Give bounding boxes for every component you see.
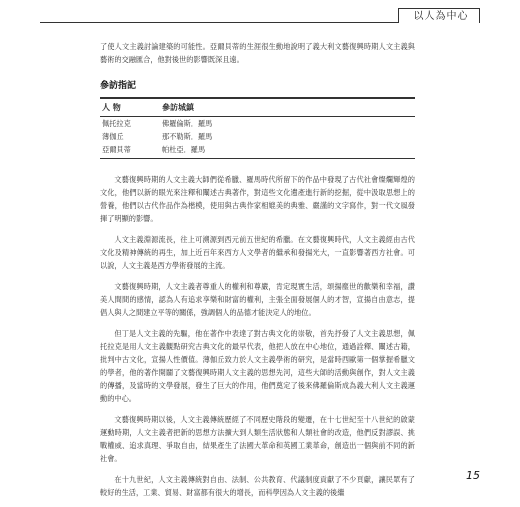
body-paragraph: 文藝復興時期的人文主義大師們從希臘、羅馬時代所留下的作品中發現了古代社會燦爛輝煌的文化，他們以新的眼光來注釋和闡述古典著作，對這些文化遺產進行新的挖掘，從中汲取思想上的營養，他們以古代作品作為楷模，使用與古典作家相媲美的典雅、嚴謹的文字寫作，對一代文風發揮了明顯的影響。 — [100, 175, 415, 223]
reference-table-header — [100, 98, 415, 117]
running-header — [0, 0, 520, 26]
table-row — [100, 117, 415, 131]
body-paragraph: 在十九世紀，人文主義傳統對自由、法制、公共教育、代議制度貢獻了不少頁獻，讓民眾有了較好的生活，工業、貿易、財富都有很大的增長，而科學因為人文主義的後繼 — [100, 475, 415, 497]
reference-box-title: 參訪指記 — [100, 81, 137, 91]
body-paragraph: 但丁是人文主義的先驅，他在著作中表達了對古典文化的崇敬，首先抒發了人文主義思想，佩托拉克是用人文主義觀點研究古典文化的最早代表，他把人放在中心地位，通過詮釋、闡述古籍，批判中古文化，宣揚人性價值。薄伽丘致力於人文主義學術的研究，是當時西歐第一個掌握希臘文的學者，他的著作開闢了文藝復興時期人文主義的思想先河，這些大師的活動與創作，對人文主義的傳播，及當時的文學發展，發生了巨大的作用，他們奠定了後來佛羅倫斯成為義大利人文主義運動的中心。 — [100, 329, 415, 403]
table-cell-towns: 那不勒斯．羅馬 — [162, 132, 213, 141]
intro-paragraph: 了使人文主義討論建築的可能性。亞爾貝蒂的生涯很生動地說明了義大利文藝復興時期人文主義與藝術的交融匯合，他對後世的影響既深且遠。 — [100, 42, 415, 64]
body-paragraph: 文藝復興時期以後，人文主義傳統歷經了不同歷史階段的變遷，在十七世紀至十八世紀的啟蒙運動時期，人文主義者把新的思想方法擴大到人類生活狀態和人類社會的改造，他們反對謬誤、挑戰權威、追求真理、爭取自由，結果產生了法國大革命和英國工業革命，創造出一個與前不同的新社會。 — [100, 415, 415, 463]
column-header-towns: 參訪城鎮 — [162, 98, 415, 117]
body-paragraph: 文藝復興時期，人文主義者尊重人的權利和尊嚴，肯定現實生活，頌揚塵世的歡樂和幸福，讚美人間間的感情，認為人有追求享樂和財富的權利，主張全面發展個人的才智，宣揚自由意志，提倡人與人之間建立平等的關係，強調個人的品德才能決定人的地位。 — [100, 282, 415, 317]
table-row — [100, 143, 415, 159]
running-header-title: 以人為中心 — [413, 11, 469, 22]
body-paragraph: 人文主義淵源流長，往上可溯源到西元前五世紀的希臘。在文藝復興時代，人文主義經由古代文化及精神傳統的再生，加上近百年來西方人文學者的繼承和發揚光大，一直影響著西方社會。可以說，人文主義是西方學術發展的主流。 — [100, 235, 415, 270]
page-body — [100, 40, 415, 507]
page-number: 15 — [466, 469, 480, 482]
table-cell-person: 佩托拉克 — [102, 119, 131, 128]
reference-table — [100, 97, 415, 159]
column-header-person: 人 物 — [100, 98, 162, 117]
table-cell-towns: 佛羅倫斯．羅馬 — [162, 119, 213, 128]
table-cell-person: 薄伽丘 — [102, 132, 124, 141]
table-row — [100, 130, 415, 143]
table-cell-person: 亞爾貝蒂 — [100, 143, 162, 159]
table-cell-towns: 帕杜亞．羅馬 — [162, 143, 415, 159]
